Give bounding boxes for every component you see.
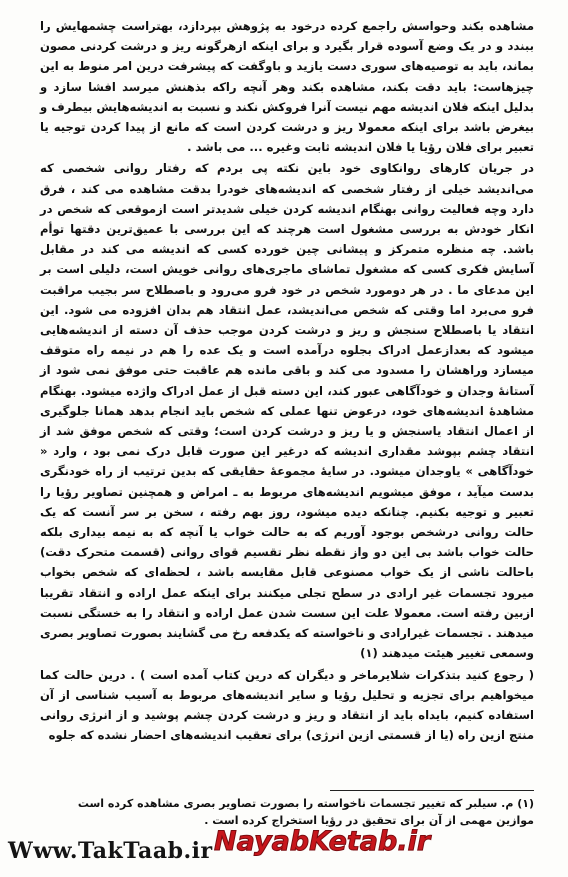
watermark-taktaab: Www.TakTaab.ir [8, 838, 213, 864]
body-text [40, 16, 534, 745]
watermark-nayabketab: NayabKetab.ir [214, 826, 431, 857]
footnote: (۱) م. سیلبر که تغییر تجسمات ناخواسته را بصورت تصاویر بصری مشاهده کرده است موازین مهمی از آن برای تحقیق در رؤیا استخراج کرده است . [77, 797, 534, 827]
paragraph-3: ( رجوع کنید بتذکرات شلایرماخر و دیگران که درین کتاب آمده است ) . درین حالت کما میخواهیم برای تجزیه و تحلیل رؤیا و سایر اندیشه‌های مربوط به آسیب شناسی از آن استفاده کنیم، بایداه باید از انتقاد و ریز و درشت کردن چشم پوشید و از انرژی روانی منتج ازین راه (یا از قسمتی ازین انرژی) برای تعقیب اندیشه‌های احضار نشده که جلوه [40, 667, 534, 743]
paragraph-2: در جریان کارهای روانکاوی خود باین نکته پی بردم که رفتار روانی شخصی که می‌اندیشد خیلی از رفتار شخصی که اندیشه‌های خودرا بدقت مشاهده می کند ، فرق دارد وچه فعالیت روانی بهنگام اندیشه کردن خیلی شدیدتر است ازموقعی که شخص در انکار خودش به بررسی مشغول است هرچند که این بررسی با عمیق‌ترین دقتها توأم باشد. چه منظره متمرکز و پیشانی چین خورده کسی که اندیشه می کند در مقابل آسایش فکری کسی که مشغول تماشای ماجری‌های روانی خویش است، دلیلی است بر این مدعای ما . در هر دومورد شخص در خود فرو می‌رود و باصطلاح سر بجیب مراقبت فرو می‌برد اما وقتی که شخص می‌اندیشد، عمل انتقاد هم بدان افزوده می شود. این انتقاد یا باصطلاح سنجش و ریز و درشت کردن موجب حذف آن دسته از اندیشه‌هایی میشود که بعدازعمل ادراک بجلوه درآمده است و یک عده را هم در نیمه راه متوقف میسازد وراهشان را مسدود می کند و باقی مانده هم عاقبت حتی موفق نمی شود از آستانهٔ وجدان و خودآگاهی عبور کند، این دسته قبل از عمل ادراک واژده میشود. بهنگام مشاهدهٔ اندیشه‌های خود، درعوض تنها عملی که شخص باید انجام بدهد همانا جلوگیری از اعمال انتقاد یاسنجش و یا ریز و درشت کردن است؛ وقتی که شخص موفق شد از انتقاد چشم بپوشد مقداری اندیشه که درغیر این صورت قابل درک نمی بود ، وارد « خودآگاهی » یاوجدان میشود. در سایهٔ مجموعهٔ حقایقی که بدین ترتیب از راه خودنگری بدست میآید ، موفق میشویم اندیشه‌های مربوط به ـ امراض و همچنین تصاویر رؤیا را تعبیر و توجیه بکنیم. چنانکه دیده میشود، روز بهم رفته ، سخن بر سر آنست که یک حالت روانی درشخص بوجود آوریم که به حالت خواب یا آنچه که به نیمه بیداری بلکه حالت خواب باشد بی این دو واز نقطه نظر تقسیم قوای روانی (قسمت متحرک دقت) باحالت ناشی از یک خواب مصنوعی قابل مقایسه باشد ، لحظه‌ای که شخص بخواب میرود تجسمات غیر ارادی در سطح تجلی میکنند برای اینکه عمل اراده و انتقاد تقریبا ازبین رفته است. معمولا علت این سست شدن عمل اراده و انتقاد را به خستگی نسبت میدهند . تجسمات غیرارادی و ناخواسته که یکدفعه رخ می گشایند بصورت تصاویر بصری وسمعی تغییر هیئت میدهند (۱) [40, 161, 534, 661]
paragraph-1: مشاهده بکند وحواسش راجمع کرده درخود به پژوهش بپردازد، بهتراست چشمهایش را ببندد و در یک وضع آسوده قرار بگیرد و برای اینکه ازهرگونه ریز و درشت کردنی مصون بماند، باید به توصیه‌های سوری دست یازید و باوگفت که پیشرفت درین امر منوط به این چیزهاست: باید دقت بکند، مشاهده بکند وهر آنچه راکه بذهنش میرسد افشا سازد و بدلیل اینکه فلان اندیشه مهم نیست آنرا فروکش نکند و نسبت به اندیشه‌هایش بیطرف و بیغرض باشد برای اینکه معمولا ریز و درشت کردن است که مانع از پیدا کردن توجیه یا تعبیر برای فلان رؤیا یا فلان اندیشه ثابت وغیره ... می باشد . [40, 19, 534, 155]
footnote-divider [330, 790, 534, 791]
